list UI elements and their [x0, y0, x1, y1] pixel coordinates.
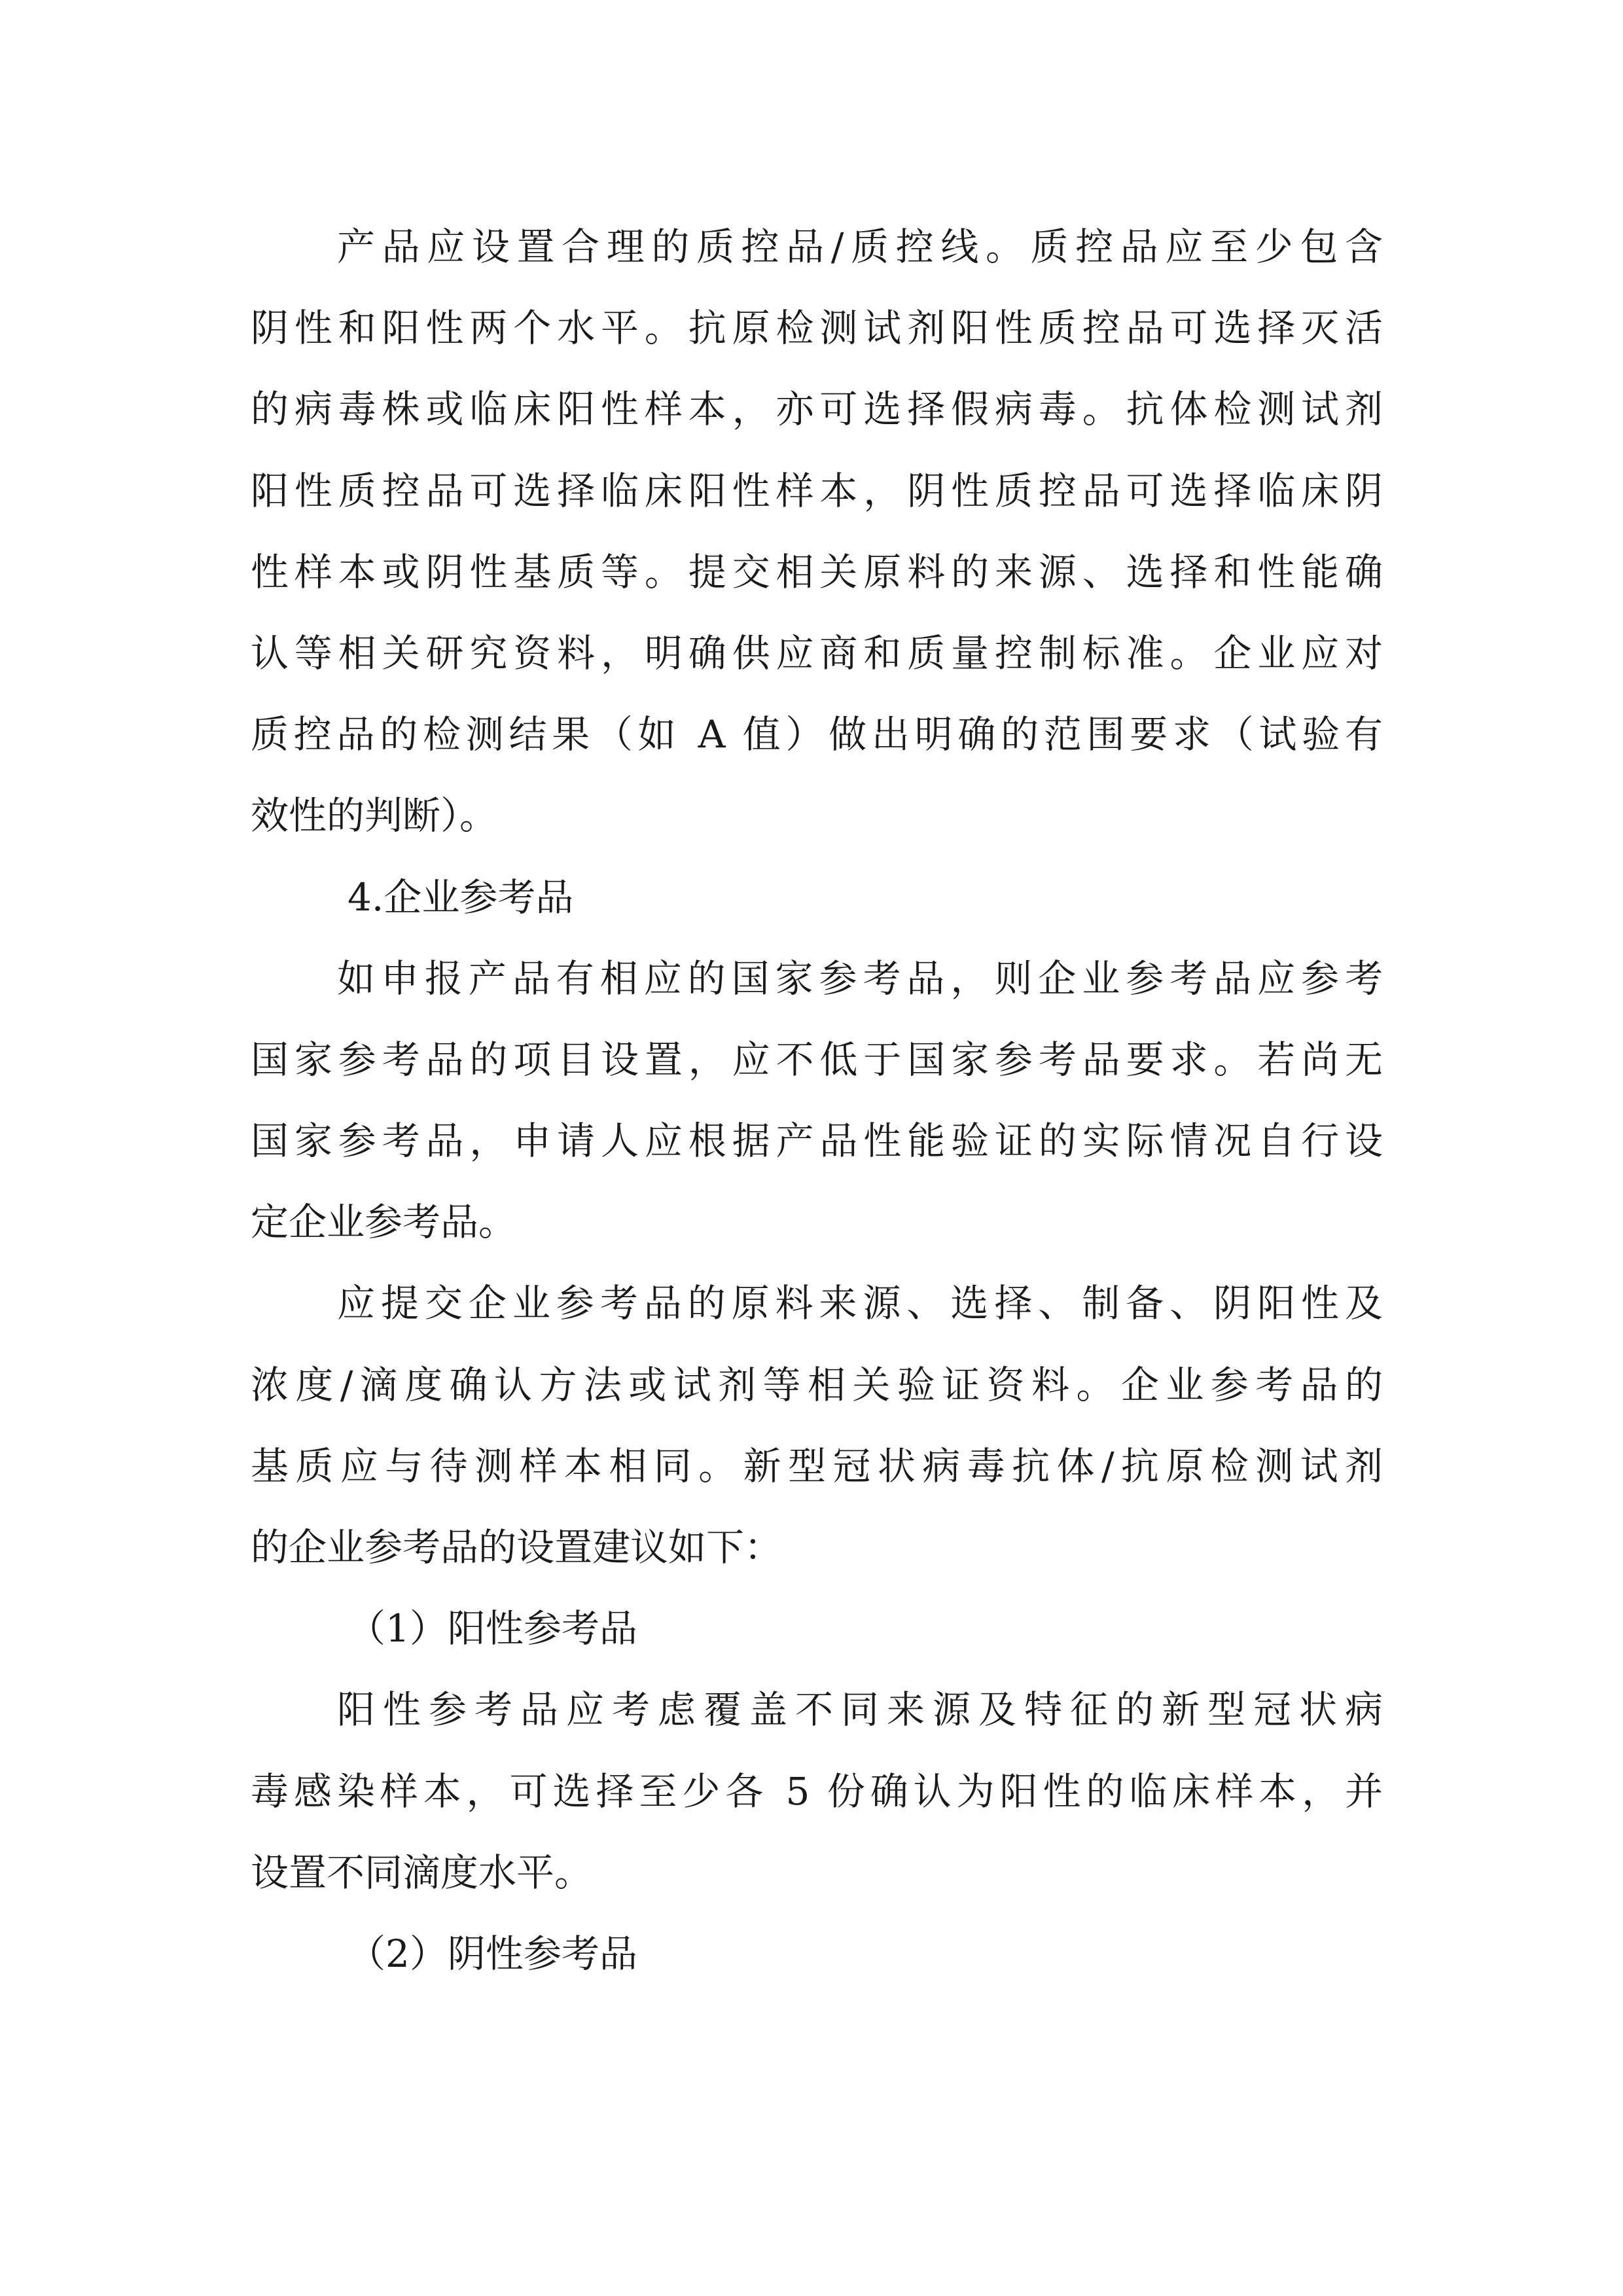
subheading-positive	[251, 1588, 1383, 1669]
subheading-negative	[251, 1913, 1383, 1994]
text-line: 定企业参考品。	[251, 1200, 517, 1245]
paragraph-quality-control	[251, 206, 1383, 857]
text-line: 浓度/滴度确认方法或试剂等相关验证资料。企业参考品的	[251, 1362, 1383, 1407]
paragraph-positive-reference	[251, 1669, 1383, 1913]
text-line: 国家参考品，申请人应根据产品性能验证的实际情况自行设	[251, 1119, 1383, 1164]
paragraph-submission	[251, 1263, 1383, 1588]
text-line: 阴性和阳性两个水平。抗原检测试剂阳性质控品可选择灭活	[251, 306, 1383, 351]
document-body	[251, 206, 1383, 1994]
text-line: 应提交企业参考品的原料来源、选择、制备、阴阳性及	[337, 1281, 1383, 1326]
text-line: 认等相关研究资料，明确供应商和质量控制标准。企业应对	[251, 630, 1383, 675]
text-line: 效性的判断）。	[251, 793, 498, 838]
text-line: 产品应设置合理的质控品/质控线。质控品应至少包含	[337, 224, 1383, 269]
text-line: 的病毒株或临床阳性样本，亦可选择假病毒。抗体检测试剂	[251, 387, 1383, 432]
text-line: 毒感染样本，可选择至少各 5 份确认为阳性的临床样本，并	[251, 1768, 1383, 1814]
text-line: 性样本或阴性基质等。提交相关原料的来源、选择和性能确	[251, 549, 1383, 594]
text-line: 如申报产品有相应的国家参考品，则企业参考品应参考	[337, 956, 1383, 1001]
subheading-text: （1）阳性参考品	[348, 1606, 637, 1651]
text-line: 的企业参考品的设置建议如下：	[251, 1525, 783, 1570]
text-line: 设置不同滴度水平。	[251, 1850, 593, 1895]
subheading-text: （2）阴性参考品	[348, 1931, 637, 1976]
text-line: 阳性质控品可选择临床阳性样本，阴性质控品可选择临床阴	[251, 468, 1383, 513]
section-heading-text: 4.企业参考品	[348, 874, 574, 920]
section-heading-4	[251, 857, 1383, 938]
text-line: 国家参考品的项目设置，应不低于国家参考品要求。若尚无	[251, 1037, 1383, 1082]
text-line: 阳性参考品应考虑覆盖不同来源及特征的新型冠状病	[337, 1687, 1383, 1732]
text-line: 质控品的检测结果（如 A 值）做出明确的范围要求（试验有	[251, 712, 1383, 757]
paragraph-national-reference	[251, 938, 1383, 1263]
text-line: 基质应与待测样本相同。新型冠状病毒抗体/抗原检测试剂	[251, 1443, 1383, 1488]
